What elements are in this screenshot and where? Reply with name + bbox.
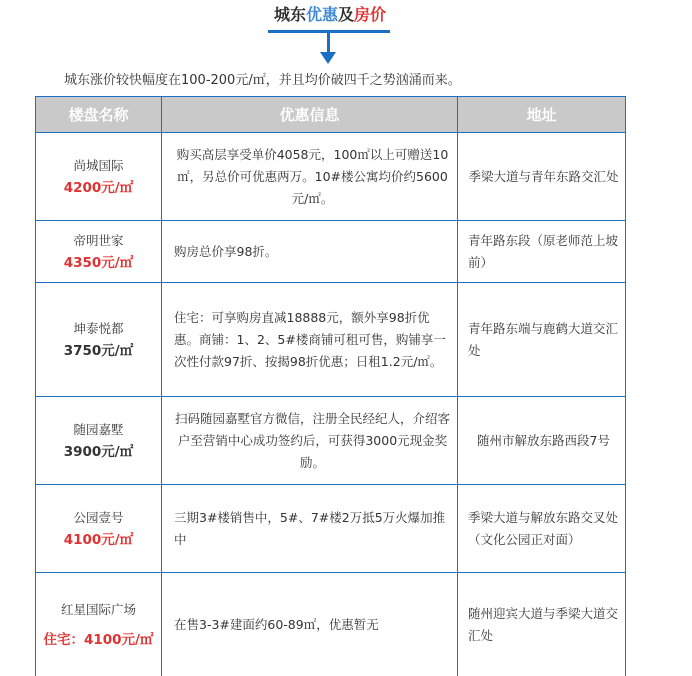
property-price: 住宅：4100元/㎡	[43, 631, 154, 648]
offer-cell: 购买高层享受单价4058元，100㎡以上可赠送10㎡，另总价可优惠两万。10#楼公寓均价约5600元/㎡。	[162, 133, 458, 221]
table-row	[36, 573, 626, 676]
property-name: 红星国际广场	[60, 601, 136, 617]
header-address: 地址	[458, 97, 626, 133]
table-row	[36, 133, 626, 221]
table-header-row	[36, 97, 626, 133]
property-name-cell	[36, 485, 162, 573]
table-row	[36, 283, 626, 397]
section-title	[270, 4, 390, 26]
down-arrow-head-icon	[320, 52, 336, 64]
address-cell: 季梁大道与解放东路交叉处（文化公园正对面）	[458, 485, 626, 573]
property-name: 随园嘉墅	[73, 421, 124, 437]
property-name: 尚城国际	[73, 157, 124, 173]
property-table	[35, 96, 626, 676]
property-name-cell	[36, 133, 162, 221]
section-title-block	[0, 0, 692, 70]
address-cell: 季梁大道与青年东路交汇处	[458, 133, 626, 221]
offer-cell: 在售3-3#建面约60-89㎡，优惠暂无	[162, 573, 458, 676]
offer-cell: 购房总价享98折。	[162, 221, 458, 283]
table-row	[36, 221, 626, 283]
table-row	[36, 397, 626, 485]
property-name: 坤泰悦都	[73, 320, 124, 336]
address-cell: 青年路东段（原老师范上坡前）	[458, 221, 626, 283]
address-cell: 随州市解放东路西段7号	[458, 397, 626, 485]
property-name: 公园壹号	[73, 509, 124, 525]
header-offer-info: 优惠信息	[162, 97, 458, 133]
property-price: 3750元/㎡	[63, 342, 134, 359]
property-name-cell	[36, 573, 162, 676]
offer-cell: 三期3#楼销售中，5#、7#楼2万抵5万火爆加推中	[162, 485, 458, 573]
property-price: 3900元/㎡	[63, 443, 134, 460]
property-name-cell	[36, 221, 162, 283]
property-price: 4350元/㎡	[63, 254, 134, 271]
title-part-youhui: 优惠	[305, 5, 338, 24]
offer-cell: 扫码随园嘉墅官方微信，注册全民经纪人，介绍客户至营销中心成功签约后，可获得3000元现金奖励。	[162, 397, 458, 485]
property-price: 4100元/㎡	[63, 531, 134, 548]
title-part-fangjia: 房价	[354, 5, 387, 24]
header-property-name: 楼盘名称	[36, 97, 162, 133]
property-name-cell	[36, 283, 162, 397]
title-part-chengdong: 城东	[273, 5, 306, 24]
address-cell: 青年路东端与鹿鹤大道交汇处	[458, 283, 626, 397]
intro-text: 城东涨价较快幅度在100-200元/㎡，并且均价破四千之势汹涌而来。	[64, 73, 461, 88]
title-part-ji: 及	[338, 5, 355, 24]
property-name-cell	[36, 397, 162, 485]
table-row	[36, 485, 626, 573]
address-cell: 随州迎宾大道与季梁大道交汇处	[458, 573, 626, 676]
property-price: 4200元/㎡	[63, 179, 134, 196]
offer-cell: 住宅：可享购房直减18888元，额外享98折优惠。商铺：1、2、5#楼商铺可租可售，购铺享一次性付款97折、按揭98折优惠；日租1.2元/㎡。	[162, 283, 458, 397]
property-name: 帝明世家	[73, 232, 124, 248]
